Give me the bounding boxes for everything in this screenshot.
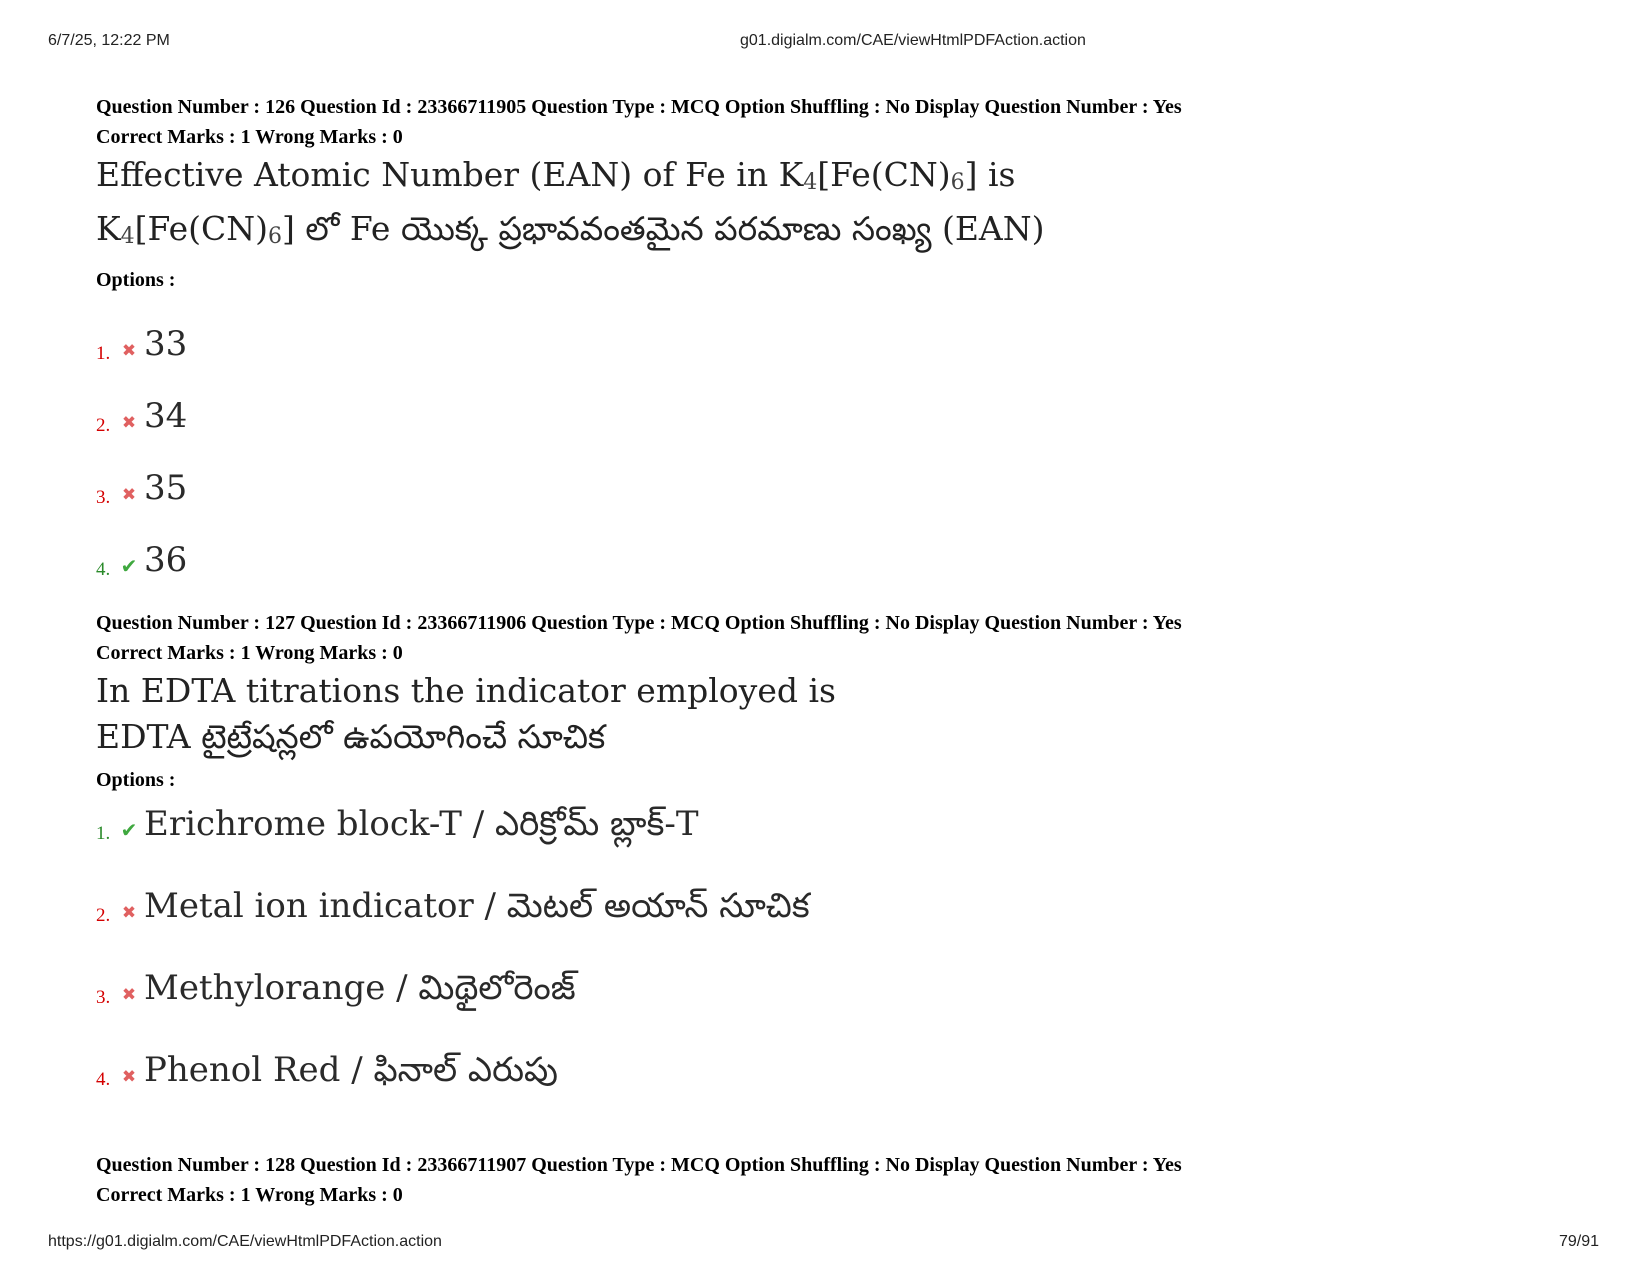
option-1 <box>96 794 1576 846</box>
check-icon: ✔ <box>120 556 138 578</box>
option-number: 4. <box>96 559 111 580</box>
option-number: 3. <box>96 987 111 1008</box>
question-meta: Question Number : 126 Question Id : 23366711905 Question Type : MCQ Option Shuffling : No Display Question Number : Yes <box>96 96 1182 118</box>
option-number: 4. <box>96 1069 111 1090</box>
option-text: 34 <box>144 396 188 436</box>
option-4 <box>96 510 1576 582</box>
option-number: 1. <box>96 343 111 364</box>
options-list <box>96 794 1576 1092</box>
option-text: Metal ion indicator / మెటల్ అయాన్ సూచిక <box>144 886 810 926</box>
cross-icon: ✖ <box>121 341 137 360</box>
cross-icon: ✖ <box>121 903 137 922</box>
option-2 <box>96 846 1576 928</box>
option-number: 2. <box>96 415 111 436</box>
option-4 <box>96 1010 1576 1092</box>
options-label: Options : <box>96 269 176 291</box>
question-marks: Correct Marks : 1 Wrong Marks : 0 <box>96 1184 403 1206</box>
question-meta: Question Number : 127 Question Id : 23366711906 Question Type : MCQ Option Shuffling : No Display Question Number : Yes <box>96 612 1182 634</box>
option-2 <box>96 366 1576 438</box>
option-text: 36 <box>144 540 188 580</box>
question-marks: Correct Marks : 1 Wrong Marks : 0 <box>96 642 403 664</box>
option-text: Phenol Red / ఫినాల్ ఎరుపు <box>144 1050 558 1090</box>
question-126 <box>96 92 1576 582</box>
option-number: 3. <box>96 487 111 508</box>
options-label: Options : <box>96 769 176 791</box>
option-text: Methylorange / మిథైలోరెంజ్ <box>144 968 576 1008</box>
question-marks: Correct Marks : 1 Wrong Marks : 0 <box>96 126 403 148</box>
options-list <box>96 294 1576 582</box>
option-number: 2. <box>96 905 111 926</box>
option-text: 35 <box>144 468 188 508</box>
cross-icon: ✖ <box>121 413 137 432</box>
question-128 <box>96 1150 1576 1210</box>
option-number: 1. <box>96 823 111 844</box>
question-text-english: In EDTA titrations the indicator employed is <box>96 671 836 710</box>
cross-icon: ✖ <box>121 485 137 504</box>
question-meta: Question Number : 128 Question Id : 23366711907 Question Type : MCQ Option Shuffling : No Display Question Number : Yes <box>96 1154 1182 1176</box>
cross-icon: ✖ <box>121 985 137 1004</box>
question-text-telugu: EDTA టైట్రేషన్లలో ఉపయోగించే సూచిక <box>96 717 606 756</box>
check-icon: ✔ <box>120 820 138 842</box>
cross-icon: ✖ <box>121 1067 137 1086</box>
option-3 <box>96 928 1576 1010</box>
print-footer-url: https://g01.digialm.com/CAE/viewHtmlPDFAction.action <box>48 1233 442 1250</box>
question-text-english: Effective Atomic Number (EAN) of Fe in $K_4[Fe(CN)_6]$ is <box>96 155 1016 195</box>
question-127 <box>96 608 1576 1092</box>
print-datetime: 6/7/25, 12:22 PM <box>48 32 170 49</box>
option-3 <box>96 438 1576 510</box>
question-text-telugu: $K_4[Fe(CN)_6]$ లో Fe యొక్క ప్రభావవంతమైన పరమాణు సంఖ్య (EAN) <box>96 209 1045 249</box>
option-text: 33 <box>144 324 188 364</box>
option-1 <box>96 294 1576 366</box>
option-text: Erichrome block-T / ఎరిక్రోమ్ బ్లాక్-T <box>144 804 699 844</box>
print-page-number: 79/91 <box>1558 1233 1599 1250</box>
print-page-title: g01.digialm.com/CAE/viewHtmlPDFAction.action <box>740 32 1086 49</box>
